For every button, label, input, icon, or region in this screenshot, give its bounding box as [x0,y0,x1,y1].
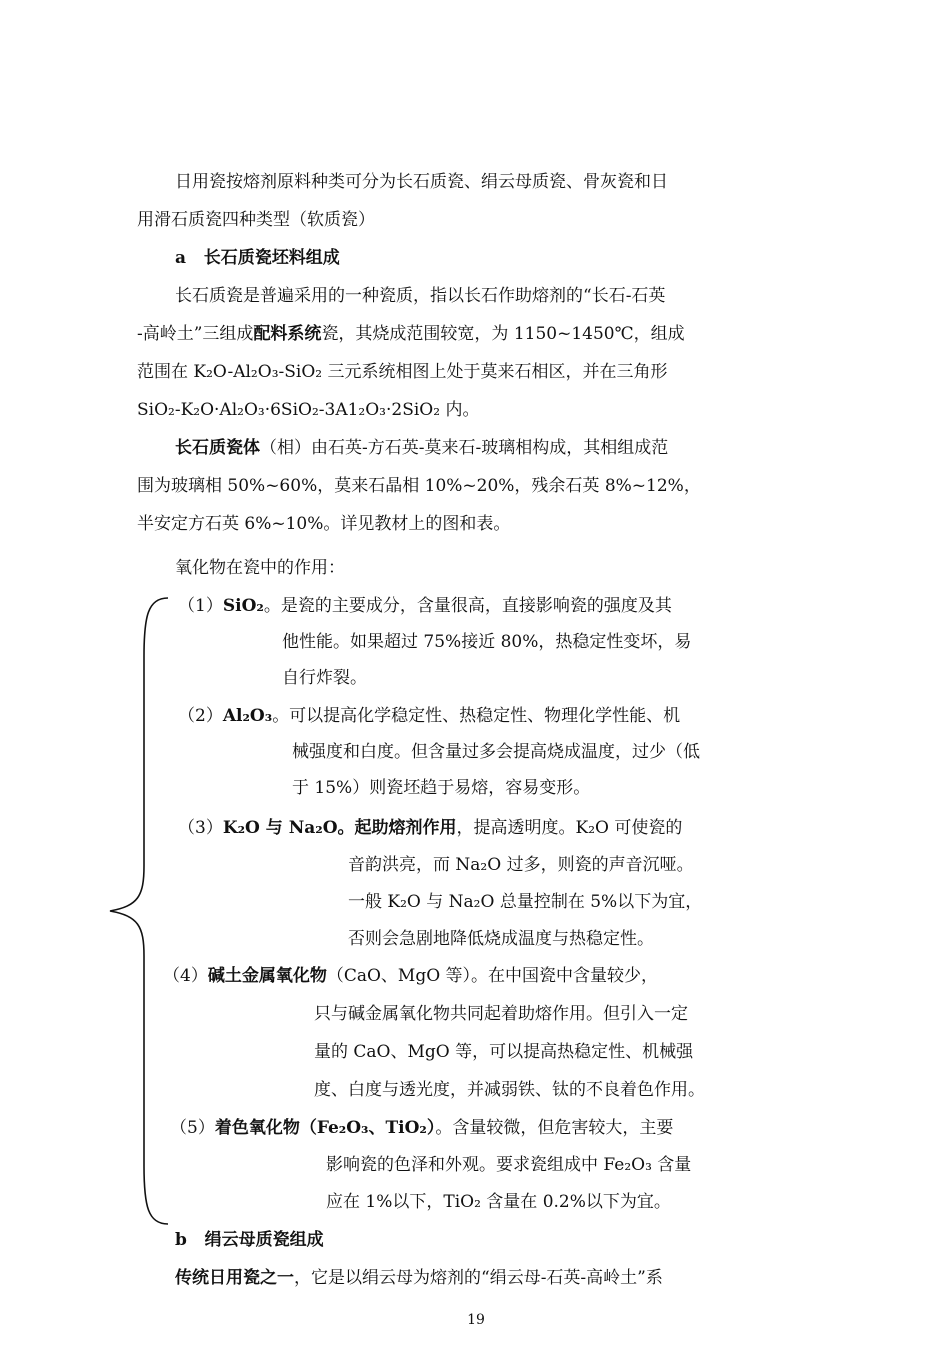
oxide-item-3-name-suffix: 。起助熔剂作用 [337,818,457,838]
oxide-item-5-num: （5） [170,1118,215,1138]
section-a-p1-line-2 [137,322,685,346]
section-a-p1-line-1: 长石质瓷是普遍采用的一种瓷质，指以长石作助熔剂的“长石-石英 [175,286,666,306]
section-b-title: 绢云母质瓷组成 [204,1230,324,1250]
section-a-p1-line-4: SiO₂-K₂O·Al₂O₃·6SiO₂-3A1₂O₃·2SiO₂ 内。 [137,400,480,420]
p1-line-2-part-3: 瓷，其烧成范围较宽，为 1150~1450℃，组成 [321,324,685,344]
section-a-p2-line-2: 围为玻璃相 50%~60%，莫来石晶相 10%~20%，残余石英 8%~12%， [137,476,701,496]
oxide-item-3-line-4: 否则会急剧地降低烧成温度与热稳定性。 [348,929,654,949]
oxide-item-2-text-1: 。可以提高化学稳定性、热稳定性、物理化学性能、机 [272,706,681,726]
section-a-heading [175,246,340,270]
oxide-item-3-text-1: ，提高透明度。K₂O 可使瓷的 [456,818,683,838]
section-a-p2-line-1 [175,436,668,460]
oxide-item-3-line-2: 音韵洪亮，而 Na₂O 过多，则瓷的声音沉哑。 [348,855,694,875]
oxide-item-4-name: 碱土金属氧化物 [207,966,327,986]
oxide-item-3-num: （3） [178,818,223,838]
oxide-item-1-line-1 [178,594,672,618]
oxide-item-3-line-1 [178,816,682,840]
oxide-item-1-name: SiO₂ [222,596,264,616]
section-a-p1-line-3: 范围在 K₂O-Al₂O₃-SiO₂ 三元系统相图上处于莫来石相区，并在三角形 [137,362,668,382]
oxide-item-1-text-1: 。是瓷的主要成分，含量很高，直接影响瓷的强度及其 [263,596,672,616]
oxide-item-2-name: Al₂O₃ [222,706,273,726]
oxide-item-2-num: （2） [178,706,223,726]
page-number: 19 [467,1312,485,1328]
oxide-item-4-line-2: 只与碱金属氧化物共同起着助熔作用。但引入一定 [314,1004,688,1024]
oxide-item-5-text-1: 。含量较微，但危害较大，主要 [435,1118,674,1138]
section-b-marker: b [175,1230,187,1250]
oxide-item-4-line-4: 度、白度与透光度，并减弱铁、钛的不良着色作用。 [314,1080,705,1100]
section-a-p2-line-3: 半安定方石英 6%~10%。详见教材上的图和表。 [137,514,511,534]
oxide-item-1-line-3: 自行炸裂。 [282,668,367,688]
p2-line-1-rest: （相）由石英-方石英-莫来石-玻璃相构成，其相组成范 [260,438,669,458]
oxide-item-4-num: （4） [163,966,208,986]
oxide-item-5-line-2: 影响瓷的色泽和外观。要求瓷组成中 Fe₂O₃ 含量 [326,1155,692,1175]
oxide-item-3-name: K₂O 与 Na₂O [222,818,338,838]
oxide-item-5-line-3: 应在 1%以下，TiO₂ 含量在 0.2%以下为宜。 [326,1192,671,1212]
oxide-item-2-line-3: 于 15%）则瓷坯趋于易熔，容易变形。 [292,778,591,798]
p1-line-2-part-1: -高岭土”三组成 [137,324,254,344]
oxide-item-4-text-1: （CaO、MgO 等）。在中国瓷中含量较少， [326,966,659,986]
section-b-line-1-rest: ，它是以绢云母为熔剂的“绢云母-石英-高岭土”系 [294,1268,663,1288]
intro-line-1: 日用瓷按熔剂原料种类可分为长石质瓷、绢云母质瓷、骨灰瓷和日 [175,172,668,192]
oxide-item-1-line-2: 他性能。如果超过 75%接近 80%，热稳定性变坏，易 [282,632,692,652]
section-b-line-1 [175,1266,663,1290]
oxide-item-5-name: 着色氧化物（Fe₂O₃、TiO₂） [214,1118,436,1138]
section-b-heading [175,1228,324,1252]
p2-line-1-bold: 长石质瓷体 [175,438,260,458]
oxide-item-5-line-1 [170,1116,673,1140]
section-a-marker: a [175,248,187,268]
section-a-title: 长石质瓷坯料组成 [203,248,340,268]
intro-line-2: 用滑石质瓷四种类型（软质瓷） [137,210,375,230]
oxides-heading: 氧化物在瓷中的作用： [175,558,345,578]
section-b-line-1-bold: 传统日用瓷之一 [175,1268,294,1288]
oxide-item-4-line-3: 量的 CaO、MgO 等，可以提高热稳定性、机械强 [314,1042,694,1062]
oxide-item-2-line-2: 械强度和白度。但含量过多会提高烧成温度，过少（低 [292,742,700,762]
p1-line-2-bold: 配料系统 [253,324,322,344]
oxide-item-2-line-1 [178,704,680,728]
oxide-item-4-line-1 [163,964,658,988]
oxide-item-1-num: （1） [178,596,223,616]
oxide-item-3-line-3: 一般 K₂O 与 Na₂O 总量控制在 5%以下为宜， [348,892,703,912]
curly-brace-icon [108,596,168,1226]
